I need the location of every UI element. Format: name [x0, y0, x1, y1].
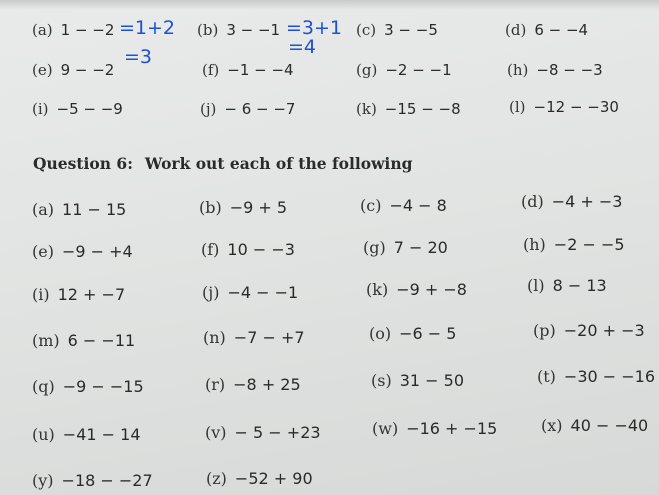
item-label: (e): [32, 242, 54, 261]
item-label: (u): [32, 425, 55, 444]
q6-item-u: [32, 425, 141, 444]
q6-item-z: [206, 469, 313, 488]
q6-item-b: [199, 198, 287, 217]
item-label: (l): [509, 98, 526, 116]
item-expression: −30 − −16: [563, 367, 656, 386]
q6-item-r: [205, 375, 301, 394]
item-expression: − 5 − +23: [234, 423, 321, 442]
item-label: (v): [205, 423, 227, 442]
item-label: (h): [523, 235, 546, 254]
item-expression: −16 + −15: [406, 419, 498, 438]
item-expression: −9 − +4: [61, 242, 133, 261]
item-label: (i): [32, 285, 50, 304]
question-label: Question 6:: [33, 154, 133, 173]
q6-item-l: [527, 276, 607, 295]
item-expression: −20 + −3: [563, 321, 645, 340]
item-label: (y): [32, 471, 54, 490]
item-expression: −52 + 90: [234, 469, 313, 488]
q5-item-k: [356, 100, 461, 118]
item-label: (c): [360, 196, 382, 215]
item-expression: −12 − −30: [533, 98, 619, 116]
item-expression: −9 + 5: [229, 198, 288, 217]
item-expression: −4 − 8: [389, 196, 447, 215]
q6-item-o: [369, 324, 456, 343]
item-expression: 40 − −40: [570, 416, 649, 435]
item-expression: 3 − −5: [384, 21, 438, 39]
q5-item-j: [200, 100, 295, 118]
item-label: (j): [202, 283, 220, 302]
q6-item-h: [523, 235, 625, 254]
item-expression: −18 − −27: [61, 471, 153, 490]
item-expression: 31 − 50: [399, 371, 464, 390]
item-label: (x): [541, 416, 563, 435]
q5-item-b: [197, 21, 280, 39]
q6-item-f: [201, 240, 295, 259]
q5-item-g: [356, 61, 452, 79]
q6-item-i: [32, 285, 125, 304]
q6-item-t: [537, 367, 655, 386]
item-expression: 6 − −11: [67, 331, 136, 350]
page-edge-shadow: [0, 0, 659, 10]
item-expression: −8 − −3: [536, 61, 603, 79]
item-label: (o): [369, 324, 392, 343]
q5-item-f: [202, 61, 294, 79]
item-expression: −1 − −4: [227, 61, 294, 79]
handwriting-b-step: =3+1: [286, 17, 343, 39]
item-label: (b): [199, 198, 222, 217]
item-label: (m): [32, 331, 60, 350]
item-label: (h): [507, 61, 529, 79]
item-label: (s): [371, 371, 392, 390]
item-label: (d): [505, 21, 527, 39]
q5-item-d: [505, 21, 588, 39]
item-expression: −4 − −1: [227, 283, 299, 302]
item-label: (f): [202, 61, 220, 79]
item-expression: −9 + −8: [396, 280, 467, 299]
item-label: (n): [203, 328, 226, 347]
item-label: (a): [32, 21, 53, 39]
item-label: (z): [206, 469, 227, 488]
item-label: (f): [201, 240, 220, 259]
item-label: (d): [521, 192, 544, 211]
item-expression: −6 − 5: [399, 324, 457, 343]
q6-item-c: [360, 196, 447, 215]
item-label: (r): [205, 375, 226, 394]
item-expression: 7 − 20: [393, 238, 448, 257]
item-expression: 8 − 13: [552, 276, 607, 295]
item-expression: −7 − +7: [233, 328, 305, 347]
q6-item-q: [32, 377, 144, 396]
item-label: (b): [197, 21, 219, 39]
item-label: (a): [32, 200, 55, 219]
q5-item-c: [356, 21, 438, 39]
item-expression: 11 − 15: [62, 200, 127, 219]
item-expression: 12 + −7: [57, 285, 126, 304]
item-expression: 6 − −4: [534, 21, 589, 39]
item-label: (j): [200, 100, 217, 118]
item-label: (w): [372, 419, 399, 438]
item-expression: 9 − −2: [60, 61, 115, 79]
item-expression: −15 − −8: [384, 100, 461, 118]
q6-item-a: [32, 200, 126, 219]
item-expression: −2 − −1: [385, 61, 452, 79]
q5-item-e: [32, 61, 114, 79]
q5-item-i: [32, 100, 123, 118]
handwriting-a-answer: =3: [124, 46, 153, 68]
handwriting-a-step: =1+2: [119, 17, 176, 39]
item-expression: 3 − −1: [226, 21, 281, 39]
item-label: (p): [533, 321, 556, 340]
q6-item-s: [371, 371, 464, 390]
handwriting-b-answer: =4: [288, 36, 317, 58]
q6-item-n: [203, 328, 305, 347]
item-label: (q): [32, 377, 55, 396]
q6-item-y: [32, 471, 153, 490]
item-expression: −8 + 25: [233, 375, 301, 394]
item-expression: − 6 − −7: [224, 100, 296, 118]
item-expression: −41 − 14: [62, 425, 141, 444]
item-expression: 1 − −2: [60, 21, 115, 39]
q6-item-e: [32, 242, 133, 261]
q6-item-j: [202, 283, 298, 302]
item-label: (c): [356, 21, 377, 39]
item-label: (l): [527, 276, 545, 295]
q6-item-x: [541, 416, 648, 435]
item-expression: −4 + −3: [551, 192, 623, 211]
item-label: (e): [32, 61, 53, 79]
item-label: (t): [537, 367, 556, 386]
q6-item-p: [533, 321, 645, 340]
q5-item-l: [509, 98, 619, 116]
q6-item-d: [521, 192, 622, 211]
item-expression: 10 − −3: [227, 240, 295, 259]
item-label: (g): [356, 61, 378, 79]
q6-item-k: [366, 280, 467, 299]
item-expression: −9 − −15: [62, 377, 144, 396]
item-label: (i): [32, 100, 49, 118]
q6-item-w: [372, 419, 497, 438]
q5-item-h: [507, 61, 603, 79]
q6-item-g: [363, 238, 448, 257]
item-expression: −2 − −5: [553, 235, 625, 254]
item-label: (k): [356, 100, 377, 118]
item-label: (g): [363, 238, 386, 257]
q6-item-m: [32, 331, 135, 350]
question-6-heading: [33, 154, 412, 173]
item-label: (k): [366, 280, 389, 299]
q6-item-v: [205, 423, 321, 442]
q5-item-a: [32, 21, 114, 39]
item-expression: −5 − −9: [56, 100, 123, 118]
question-instruction: Work out each of the following: [144, 154, 413, 173]
